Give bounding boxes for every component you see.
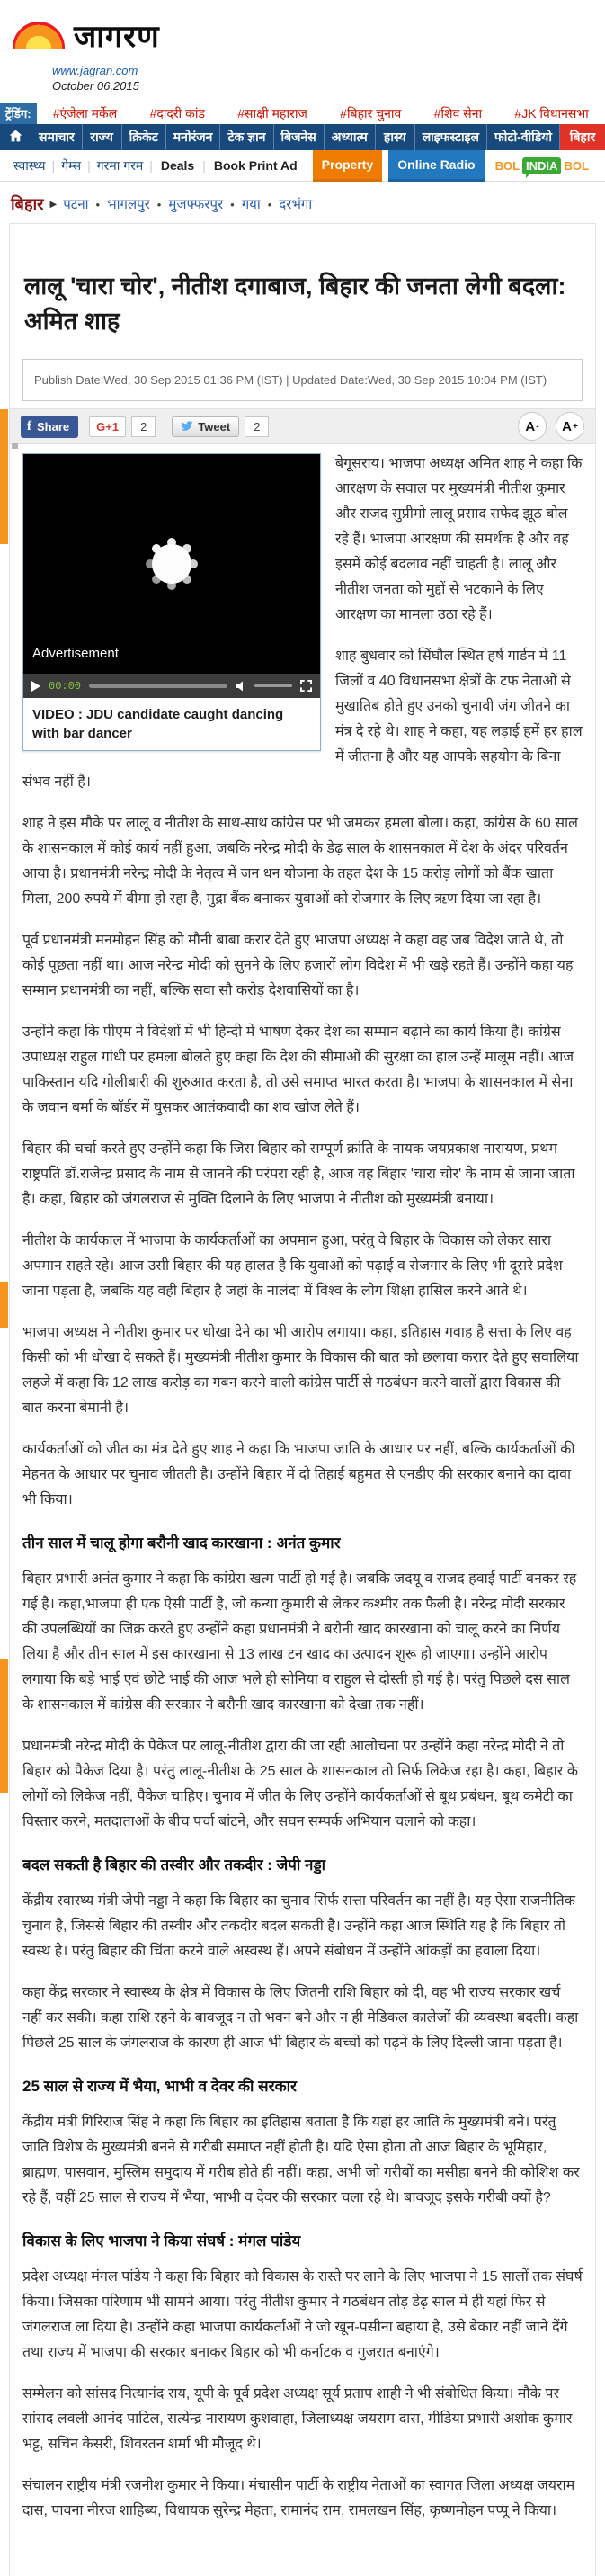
breadcrumb [0,182,605,223]
secondary-nav-link[interactable]: Book Print Ad [213,158,298,173]
article-paragraph: बिहार प्रभारी अनंत कुमार ने कहा कि कांग्रेस खत्म पार्टी हो गई है। जबकि जदयू व राजद हवाई पार्टी बनकर रह गई है। कहा,भाजपा ही एक ऐसी पार्टी है, जो कन्या कुमारी से लेकर कश्मीर तक फैली है। नरेन्द्र मोदी सरकार की उपलब्धियों का जिक्र करते हुए उन्होंने कहा प्रधानमंत्री ने बरौनी खाद कारखाना को चालू करने का निर्णय लिया है और तीन साल में इस कारखाना से 13 लाख टन खाद का उत्पादन शुरू हो जाएगा। उन्होंने आरोप लगाया कि बड़े भाई एवं छोटे भाई की आज भले ही सोनिया व राहुल से दोस्ती हो गई है। परंतु पिछले दस साल के शासनकाल में कांग्रेस की सरकार ने बरौनी खाद कारखाना को देखा तक नहीं। [22,1571,577,1713]
list-bullet-square [12,443,18,449]
video-progress-bar[interactable] [89,684,227,688]
article-subheading: बदल सकती है बिहार की तस्वीर और तकदीर : जेपी नड्डा [22,1856,326,1874]
google-plus-one-button[interactable]: G+1 [89,416,126,437]
trending-tag[interactable]: #साक्षी महाराज [237,105,307,121]
divider: | [149,158,153,173]
side-accent-strip [0,1282,8,1328]
article-paragraph: पूर्व प्रधानमंत्री मनमोहन सिंह को मौनी बाबा करार देते हुए भाजपा अध्यक्ष ने कहा वह जब विदेश जाते थे, तो कोई पूछता नहीं था। आज नरेन्द्र मोदी को सुनने के लिए हजारों लोग विदेश में भी खड़े रहते हैं। उन्होंने कहा यह सम्मान प्रधानमंत्री का नहीं, बल्कि सवा सौ करोड़ देशवासियों का है। [22,933,574,998]
video-caption-link[interactable]: VIDEO : JDU candidate caught dancing with bar dancer [23,698,320,750]
article-paragraph: प्रदेश अध्यक्ष मंगल पांडेय ने कहा कि बिहार को विकास के रास्ते पर लाने के लिए भाजपा ने 15 सालों तक संघर्ष किया। जिसका परिणाम भी सामने आया। परंतु नीतीश कुमार ने गठबंधन तोड़ डेढ़ साल में ही यहां फिर से जंगलराज ला दिया है। उन्होंने कहा भाजपा कार्यकर्ताओं ने जो खून-पसीना बहाया है, उसे बेकार नहीं जाने देंगे तथा राज्य में भाजपा की सरकार बनाकर बिहार को भी कर्नाटक व गुजरात बनाएंगे। [22,2269,583,2360]
nav-item[interactable]: हास्य [376,124,415,150]
share-toolbar [10,408,595,444]
jagran-logo [13,14,605,56]
breadcrumb-cities [63,195,312,213]
online-radio-button[interactable]: Online Radio [388,150,484,182]
article-paragraph: शाह ने इस मौके पर लालू व नीतीश के साथ-साथ कांग्रेस पर भी जमकर हमला बोला। कहा, कांग्रेस के 60 साल के शासनकाल में कोई कार्य नहीं हुआ, जबकि नरेन्द्र मोदी के डेढ़ साल के शासनकाल में देश के अंदर परिवर्तन आया है। प्रधानमंत्री नरेन्द्र मोदी के नेतृत्व में जन धन योजना के तहत देश के 15 करोड़ लोगों को बैंक खाता मिला, 200 रुपये में बीमा हो रहा है, मुद्रा बैंक बनाकर युवाओं को रोजगार के लिए ऋण दिया जा रहा है। [22,816,578,907]
article-subheading: 25 साल से राज्य में भैया, भाभी व देवर की सरकार [22,2078,298,2095]
page-header [0,0,605,97]
play-button[interactable] [31,681,40,692]
secondary-nav-link[interactable]: गरमा गरम [96,157,144,173]
capture-date-stamp: October 06,2015 [52,79,139,93]
trending-tag[interactable]: #बिहार चुनाव [340,105,402,121]
nav-item[interactable]: समाचार [31,124,83,150]
font-larger-button[interactable]: A + [556,412,584,441]
trending-tag[interactable]: #एंजेला मर्केल [52,105,118,121]
video-widget [22,453,321,751]
volume-icon[interactable] [236,681,246,692]
breadcrumb-bullet: • [267,198,272,211]
nav-item[interactable]: अध्यात्म [325,124,376,150]
article-paragraph: नीतीश के कार्यकाल में भाजपा के कार्यकर्ताओं का अपमान हुआ, परंतु वे बिहार के विकास को लेकर सारा अपमान सहते रहे। आज उसी बिहार की यह हालत है कि युवाओं को पढ़ाई व रोजगार के लिए भी दूसरे प्रदेश जाना पड़ता है, जबकि यह वही बिहार है जहां के नालंदा में विश्व के लोग शिक्षा हासिल करने आते थे। [22,1233,563,1299]
trending-tag[interactable]: #शिव सेना [433,105,483,121]
side-accent-strip [0,409,8,544]
nav-item-home[interactable] [0,124,31,150]
secondary-nav-link[interactable]: स्वास्थ्य [13,157,46,173]
logo-wordmark: जागरण [74,20,160,54]
video-screen[interactable] [23,454,320,674]
article-paragraph: बेगूसराय। भाजपा अध्यक्ष अमित शाह ने कहा कि आरक्षण के सवाल पर मुख्यमंत्री नीतीश कुमार और राजद सुप्रीमो लालू प्रसाद सफेद झूठ बोल रहे हैं। भाजपा आरक्षण की समर्थक है और वह इसमें कोई बदलाव नहीं चाहती है। लालू और नीतीश जनता को मुद्दों से भटकाने के लिए आरक्षण का मामला उठा रहे हैं। [335,456,583,622]
trending-bar [0,103,605,124]
breadcrumb-bullet: • [95,198,101,211]
google-plus-count: 2 [131,416,156,437]
article-paragraph: कहा केंद्र सरकार ने स्वास्थ्य के क्षेत्र में विकास के लिए जितनी राशि बिहार को दी, वह भी राज्य सरकार खर्च नहीं कर सकी। कहा राशि रहने के बावजूद न तो भवन बने और न ही मेडिकल कालेजों की व्यवस्था बदली। कहा पिछले 25 साल के जंगलराज के कारण ही आज भी बिहार के बच्चों को पढ़ने के लिए दिल्ली जाना पड़ता है। [22,1985,579,2051]
video-controls [23,674,320,698]
secondary-navigation [0,150,605,182]
nav-item[interactable]: क्रिकेट [122,124,166,150]
main-navigation [0,124,605,150]
divider: | [202,158,206,173]
breadcrumb-city-link[interactable]: पटना [63,197,89,212]
india-badge: INDIA [522,157,561,174]
tweet-count: 2 [245,416,269,437]
nav-item[interactable]: मनोरंजन [166,124,221,150]
article-paragraph: संचालन राष्ट्रीय मंत्री रजनीश कुमार ने किया। मंचासीन पार्टी के राष्ट्रीय नेताओं का स्वागत जिला अध्यक्ष जयराम दास, पावना नीरज शाहिब्य, विधायक सुरेन्द्र मेहता, रामानंद राम, रामलखन सिंह, कृष्णमोहन पप्पू ने किया। [22,2478,575,2518]
facebook-share-label: Share [37,419,70,434]
article-paragraph: भाजपा अध्यक्ष ने नीतीश कुमार पर धोखा देने का भी आरोप लगाया। कहा, इतिहास गवाह है सत्ता के लिए वह किसी को भी धोखा दे सकते हैं। मुख्यमंत्री नीतीश कुमार के विकास की बात को छलावा करार देते हुए सवालिया लहजे में कहा कि 12 लाख करोड़ का गबन करने वाली कांग्रेस पार्टी से गठबंधन करने वालों द्वारा विकास की बात करना बेमानी है। [22,1325,579,1416]
breadcrumb-section-bihar[interactable]: बिहार [11,195,44,213]
tweet-button[interactable] [172,416,239,437]
nav-item[interactable]: राज्य [83,124,122,150]
nav-item[interactable]: बिजनेस [274,124,325,150]
breadcrumb-bullet: • [156,198,162,211]
bol-left-label: BOL [494,158,520,173]
breadcrumb-city-link[interactable]: गया [241,197,261,212]
fullscreen-button[interactable] [300,680,312,692]
nav-item-bihar-highlighted[interactable]: बिहार [560,124,605,150]
article-title: लालू 'चारा चोर', नीतीश दगाबाज, बिहार की जनता लेगी बदला: अमित शाह [24,273,566,335]
video-time: 00:00 [49,679,82,693]
article-paragraph: कार्यकर्ताओं को जीत का मंत्र देते हुए शाह ने कहा कि भाजपा जाति के आधार पर नहीं, बल्कि कार्यकर्ताओं की मेहनत के आधार पर चुनाव जीतती है। उन्होंने बिहार में दो तिहाई बहुमत से एनडीए की सरकार बनाने का दावा भी किया। [22,1442,575,1507]
article-subheading: विकास के लिए भाजपा ने किया संघर्ष : मंगल पांडेय [22,2232,301,2250]
secondary-links [7,157,149,174]
article-paragraph: केंद्रीय मंत्री गिरिराज सिंह ने कहा कि बिहार का इतिहास बताता है कि यहां हर जाति के मुख्यमंत्री बने। परंतु जाति विशेष के मुख्यमंत्री बनने से गरीबी समाप्त नहीं होती है। यदि ऐसा होता तो आज बिहार के भूमिहार, ब्राह्मण, पासवान, मुस्लिम समुदाय में गरीब होते ही नहीं। कहा, अभी जो गरीबों का मसीहा बनने की कोशिश कर रहे हैं, वहीं 25 साल से राज्य में भैया, भाभी व देवर की सरकार चला रहे थे। बावजूद इसके गरीबी क्यों है? [22,2115,580,2205]
facebook-share-button[interactable] [21,416,78,438]
breadcrumb-city-link[interactable]: भागलपुर [107,197,150,212]
trending-tags [37,105,605,122]
sunrise-logo-icon [13,22,65,49]
divider: | [51,157,56,173]
trending-tag[interactable]: #दादरी कांड [149,105,205,121]
tweet-label: Tweet [198,419,231,434]
bol-right-label: BOL [564,158,589,173]
article-paragraph: शाह बुधवार को सिंघौल स्थित हर्ष गार्डन में 11 जिलों व 40 विधानसभा क्षेत्रों के टफ नेताओं से मुखातिब होते हुए उनको चुनावी जंग जीतने का मंत्र दे रहे थे। शाह ने कहा, यह लड़ाई हमें हर हाल में जीतना है और यह आपके सहयोग के बिना संभव नहीं है। [22,648,583,790]
advertisement-label: Advertisement [32,646,119,661]
article-subheading: तीन साल में चालू होगा बरौनी खाद कारखाना : अनंत कुमार [22,1534,341,1552]
facebook-icon: f [27,418,31,434]
divider: | [87,157,91,173]
side-accent-strip [0,1659,8,1793]
article-paragraph: प्रधानमंत्री नरेन्द्र मोदी के पैकेज पर लालू-नीतीश द्वारा की जा रही आलोचना पर उन्होंने कहा नरेन्द्र मोदी ने तो बिहार को पैकेज दिया है। परंतु लालू-नीतीश के 25 साल के शासनकाल तो सिर्फ लिकेज रहा है। कहा, बिहार के लोगों को लिकेज नहीं, पैकेज चाहिए। चुनाव में जीत के लिए उन्होंने कार्यकर्ताओं से बूथ प्रबंधन, बूथ कमेटी का विस्तार करने, मतदाताओं के बीच पर्चा बांटने, और सघन सम्पर्क अभियान चलाने को कहा। [22,1739,579,1829]
nav-item[interactable]: टेक ज्ञान [220,124,273,150]
bol-india-bol-link[interactable] [495,157,589,174]
property-button[interactable]: Property [313,150,383,182]
article-paragraph: बिहार की चर्चा करते हुए उन्होंने कहा कि जिस बिहार को सम्पूर्ण क्रांति के नायक जयप्रकाश नारायण, प्रथम राष्ट्रपति डॉ.राजेन्द्र प्रसाद के नाम से जानने की परंपरा रही है, आज वह बिहार 'चारा चोर' के नाम से जाना जाता है। कहा, बिहार को जंगलराज से मुक्ति दिलाने के लिए भाजपा ने नीतीश को मुख्यमंत्री बनाया। [22,1141,575,1207]
font-smaller-button[interactable]: A - [518,412,547,441]
breadcrumb-bullet: • [230,198,235,211]
secondary-nav-link[interactable]: Deals [160,158,195,173]
article-paragraph: उन्होंने कहा कि पीएम ने विदेशों में भी हिन्दी में भाषण देकर देश का सम्मान बढ़ाने का कार्य किया है। कांग्रेस उपाध्यक्ष राहुल गांधी पर हमला बोलते हुए कहा कि देश की सीमाओं की सुरक्षा का हाल उन्हें मालूम नहीं। आज पाकिस्तान यदि गोलीबारी की शुरुआत करता है, तो उसे समाप्त भारत करता है। भाजपा के शासनकाल में सेना के जवान बर्मा के बॉर्डर में घुसकर आतंकवादी का शव खोज लेते हैं। [22,1024,574,1115]
home-icon [9,130,22,145]
trending-label: ट्रेंडिंग: [0,103,37,124]
breadcrumb-city-link[interactable]: मुजफ्फरपुर [168,197,224,212]
article-container [9,223,596,2576]
article-body [10,444,595,2524]
nav-item[interactable]: लाइफस्टाइल [415,124,487,150]
secondary-bold-links [153,158,306,173]
article-paragraph: केंद्रीय स्वास्थ्य मंत्री जेपी नड्डा ने कहा कि बिहार का चुनाव सिर्फ सत्ता परिवर्तन का नहीं है। यह ऐसा राजनीतिक चुनाव है, जिससे बिहार की तस्वीर और तकदीर बदल सकती है। उन्होंने कहा आज स्थिति यह है कि बिहार तो स्वस्थ है। परंतु बिहार की चिंता करने वाले अस्वस्थ हैं। अपने संबोधन में उन्होंने आंकड़ों का हवाला दिया। [22,1893,576,1959]
secondary-nav-link[interactable]: गेम्स [61,157,82,173]
trending-tag[interactable]: #JK विधानसभा [514,105,589,121]
font-size-controls [518,412,584,441]
volume-slider[interactable] [254,684,292,687]
twitter-bird-icon [181,421,193,432]
site-url-stamp: www.jagran.com [52,64,138,77]
breadcrumb-city-link[interactable]: दरभंगा [279,197,313,212]
publish-date-box: Publish Date:Wed, 30 Sep 2015 01:36 PM (IST) | Updated Date:Wed, 30 Sep 2015 10:04 PM (IST) [22,359,583,401]
breadcrumb-arrow-icon: ▶ [49,199,58,210]
nav-item[interactable]: फोटो-वीडियो [487,124,560,150]
article-paragraph: सम्मेलन को सांसद नित्यानंद राय, यूपी के पूर्व प्रदेश अध्यक्ष सूर्य प्रताप शाही ने भी संबोधित किया। मौके पर सांसद लवली आनंद पाटिल, सत्येन्द्र नारायण कुशवाहा, जिलाध्यक्ष जयराम दास, मीडिया प्रभारी अशोक कुमार भट्ट, सचिन केसरी, शिवरतन शर्मा भी मौजूद थे। [22,2386,573,2452]
